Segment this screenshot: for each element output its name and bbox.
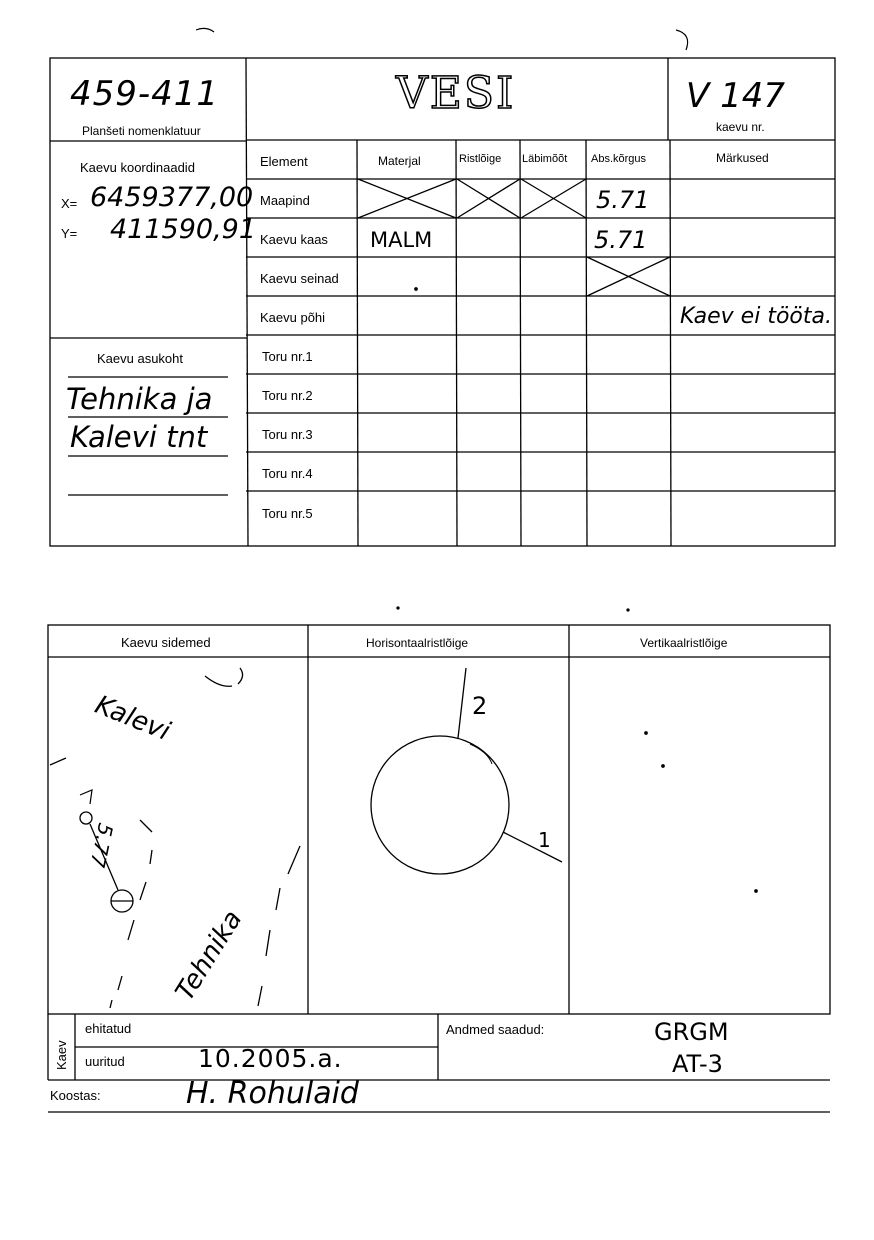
- location-line-2: Kalevi tnt: [70, 420, 208, 454]
- col-header-remarks: Märkused: [716, 151, 769, 165]
- surveyed-value: 10.2005.a.: [198, 1044, 343, 1073]
- nomenclature-label: Planšeti nomenklatuur: [82, 124, 201, 138]
- kaev-label: Kaev: [54, 1040, 69, 1070]
- col-header-cross-section: Ristlõige: [459, 153, 502, 165]
- section-header-connections: Kaevu sidemed: [121, 635, 211, 650]
- col-header-abs-height: Abs.kõrgus: [591, 153, 647, 165]
- nomenclature-value: 459-411: [70, 74, 220, 114]
- row-note-bottom: Kaev ei tööta.: [680, 304, 832, 329]
- x-prefix: X=: [61, 196, 78, 211]
- author-label: Koostas:: [50, 1088, 101, 1103]
- source-label: Andmed saadud:: [446, 1022, 545, 1037]
- row-element-pipe-2: Toru nr.2: [262, 388, 313, 403]
- row-element-walls: Kaevu seinad: [260, 271, 339, 286]
- well-number-value: V 147: [686, 76, 785, 116]
- sketch-street-kalevi: Kalevi: [90, 690, 175, 747]
- source-value-1: GRGM: [654, 1018, 729, 1046]
- row-material-cover: MALM: [370, 228, 433, 252]
- row-element-pipe-1: Toru nr.1: [262, 349, 313, 364]
- row-element-pipe-5: Toru nr.5: [262, 506, 313, 521]
- coordinates-label: Kaevu koordinaadid: [80, 160, 195, 175]
- row-element-pipe-4: Toru nr.4: [262, 466, 313, 481]
- location-line-1: Tehnika ja: [66, 382, 213, 416]
- row-abs-cover: 5.71: [594, 226, 648, 254]
- sketch-street-tehnika: Tehnika: [170, 905, 249, 1006]
- x-coordinate-value: 6459377,00: [90, 182, 254, 213]
- col-header-material: Materjal: [378, 154, 421, 168]
- row-element-cover: Kaevu kaas: [260, 232, 328, 247]
- pipe-1-label: 1: [538, 828, 551, 852]
- section-header-vertical: Vertikaalristlõige: [640, 636, 728, 650]
- pipe-2-label: 2: [472, 692, 488, 720]
- col-header-diameter: Läbimõõt: [522, 153, 568, 165]
- location-label: Kaevu asukoht: [97, 351, 184, 366]
- row-element-pipe-3: Toru nr.3: [262, 427, 313, 442]
- y-prefix: Y=: [61, 226, 78, 241]
- row-element-ground: Maapind: [260, 193, 310, 208]
- sketch-dimension: 5.77: [85, 821, 118, 870]
- author-value: H. Rohulaid: [186, 1076, 359, 1111]
- row-abs-ground: 5.71: [596, 186, 650, 214]
- section-header-horizontal: Horisontaalristlõige: [366, 636, 469, 650]
- surveyed-label: uuritud: [85, 1054, 125, 1069]
- page-title: VESI: [396, 68, 516, 119]
- well-number-label: kaevu nr.: [716, 120, 765, 134]
- source-value-2: AT-3: [672, 1050, 723, 1078]
- built-label: ehitatud: [85, 1021, 132, 1036]
- col-header-element: Element: [260, 154, 308, 169]
- y-coordinate-value: 411590,91: [110, 214, 257, 245]
- row-element-bottom: Kaevu põhi: [260, 310, 326, 325]
